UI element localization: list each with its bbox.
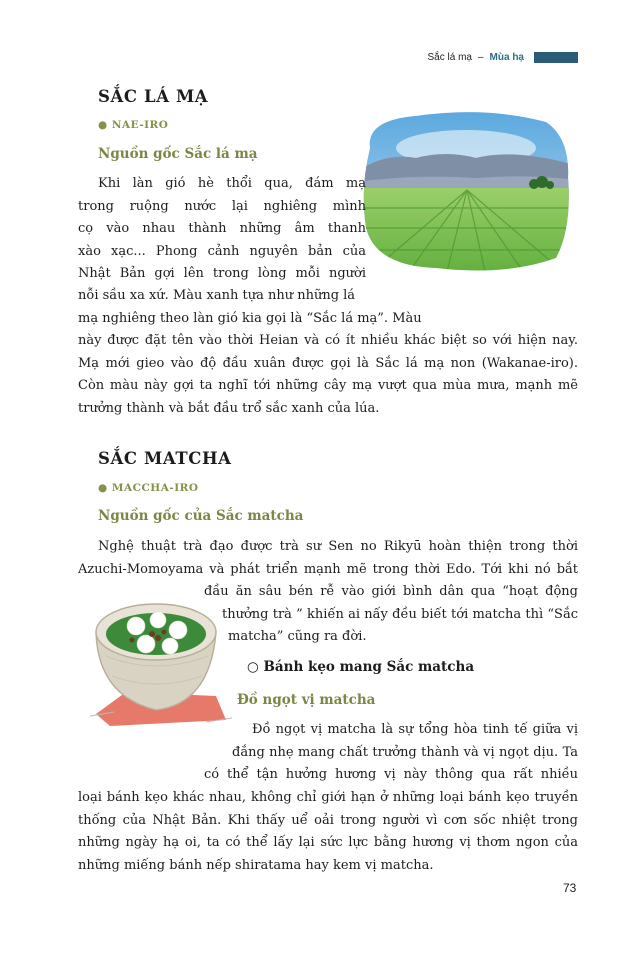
paragraph-maccha-intro: Nghệ thuật trà đạo được trà sư Sen no Rikyū hoàn thiện trong thời Azuchi-Momoyama và phát triển mạnh mẽ trong thời Edo. Tới khi nó bắt — [78, 539, 578, 577]
section-subhead-sweets: Đồ ngọt vị matcha — [237, 692, 376, 708]
bullet-heading: ○ Bánh kẹo mang Sắc matcha — [247, 659, 475, 675]
header-separator: – — [477, 52, 484, 63]
running-header — [428, 52, 578, 63]
paragraph-sweets-wrap: Đồ ngọt vị matcha là sự tổng hòa tinh tế giữa vị đắng nhẹ mang chất trưởng thành và vị ngọt dịu. Ta có thể tận hưởng hương vị này thông qua rất nhiều — [204, 722, 578, 782]
romaji-label: ● MACCHA-IRO — [98, 482, 199, 494]
rice-field-icon — [356, 108, 578, 276]
section-subhead: Nguồn gốc Sắc lá mạ — [98, 146, 258, 162]
header-bar — [534, 52, 578, 63]
section-title-maccha-iro: SẮC MATCHA — [98, 449, 232, 468]
paragraph-maccha-wrap: đầu ăn sâu bén rễ vào giới bình dân qua “hoạt động thưởng trà ” khiến ai nấy đều biết tới matcha thì “Sắc matcha” cũng ra đời. — [204, 584, 578, 644]
romaji-label: ● NAE-IRO — [98, 119, 169, 131]
section-subhead: Nguồn gốc của Sắc matcha — [98, 508, 304, 524]
matcha-bowl-icon — [86, 586, 234, 736]
paragraph-nae-iro-wrap: Khi làn gió hè thổi qua, đám mạ trong ruộng nước lại nghiêng mình cọ vào nhau thành những âm thanh xào xạc... Phong cảnh nguyên bản của Nhật Bản gợi lên trong lòng mỗi người — [78, 176, 366, 281]
paragraph-nae-iro-full: nỗi sầu xa xứ. Màu xanh tựa như những lá mạ nghiêng theo làn gió kia gọi là “Sắc lá mạ”. Màu này được đặt tên vào thời Heian và có ít nhiều khác biệt so với hiện nay. Mạ mới gieo vào độ đầu xuân được gọi là Sắc lá mạ non (Wakanae-iro). Còn màu này gợi ta nghĩ tới những cây mạ vượt qua mùa mưa, mạnh mẽ trưởng thành và bắt đầu trổ sắc xanh của lúa. — [78, 288, 578, 416]
page-number: 73 — [563, 881, 577, 895]
paragraph-sweets-full: loại bánh kẹo khác nhau, không chỉ giới hạn ở những loại bánh kẹo truyền thống của Nhật Bản. Khi thấy uể oải trong người vì cơn sốc nhiệt trong những ngày hạ oi, ta có thể lấy lại sức lực bằng hương vị thơm ngon của những miếng bánh nếp shiratama hay kem vị matcha. — [78, 790, 578, 873]
section-title-nae-iro: SẮC LÁ MẠ — [98, 87, 209, 106]
header-season: Mùa hạ — [489, 52, 524, 63]
header-section: Sắc lá mạ — [427, 52, 472, 63]
